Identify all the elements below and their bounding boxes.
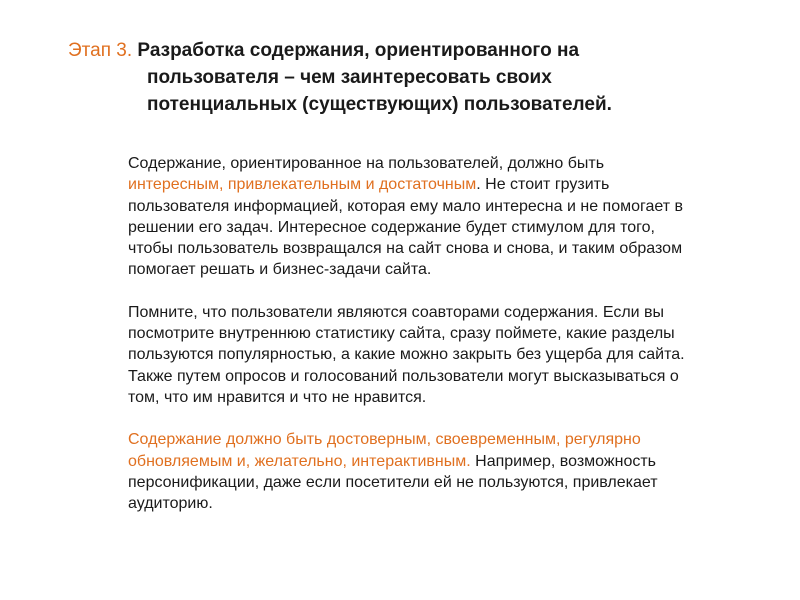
p3-line-4: аудиторию. bbox=[128, 495, 213, 513]
p3-line-2 bbox=[128, 451, 768, 472]
p3-highlight: обновляемым и, желательно, интерактивным. bbox=[128, 452, 471, 470]
paragraph-coauthors bbox=[128, 302, 768, 408]
p1-line-1: Содержание, ориентированное на пользователей, должно быть bbox=[128, 155, 605, 172]
p1-highlight: интересным, привлекательным и достаточным bbox=[128, 176, 477, 194]
p1-line-5: чтобы пользователь возвращался на сайт снова и снова, и таким образом bbox=[128, 240, 683, 258]
paragraph-reliable-content bbox=[128, 429, 768, 514]
p3-line-2-rest: Например, возможность bbox=[470, 452, 656, 470]
p2-line-5: том, что им нравится и что не нравится. bbox=[128, 388, 427, 406]
p3-line-3: персонификации, даже если посетители ей не пользуются, привлекает bbox=[128, 473, 658, 491]
title-line-2: пользователя – чем заинтересовать своих bbox=[147, 67, 552, 88]
p2-line-2: посмотрите внутреннюю статистику сайта, сразу поймете, какие разделы bbox=[128, 325, 675, 343]
p2-line-4: Также путем опросов и голосований пользователи могут высказываться о bbox=[128, 367, 679, 385]
p1-line-6: помогает решать и бизнес-задачи сайта. bbox=[128, 261, 432, 279]
p1-line-3: пользователя информацией, которая ему мало интересна и не помогает в bbox=[128, 197, 684, 215]
slide-title bbox=[68, 37, 708, 118]
title-line-1 bbox=[68, 37, 708, 64]
p2-line-1: Помните, что пользователи являются соавторами содержания. Если вы bbox=[128, 303, 665, 321]
p1-line-2 bbox=[128, 174, 768, 195]
p1-line-2-rest: . Не стоит грузить bbox=[476, 176, 610, 194]
title-text-1: Разработка содержания, ориентированного на bbox=[137, 40, 580, 61]
stage-label: Этап 3. bbox=[68, 40, 133, 61]
p3-line-1: Содержание должно быть достоверным, своевременным, регулярно bbox=[128, 431, 641, 449]
title-line-3: потенциальных (существующих) пользователей. bbox=[147, 94, 612, 115]
slide-body bbox=[128, 153, 768, 514]
p1-line-4: решении его задач. Интересное содержание будет стимулом для того, bbox=[128, 218, 655, 236]
paragraph-interesting-content bbox=[128, 153, 768, 281]
p2-line-3: пользуются популярностью, а какие можно закрыть без ущерба для сайта. bbox=[128, 346, 685, 364]
paragraph-gap bbox=[128, 408, 768, 429]
paragraph-gap bbox=[128, 281, 768, 302]
